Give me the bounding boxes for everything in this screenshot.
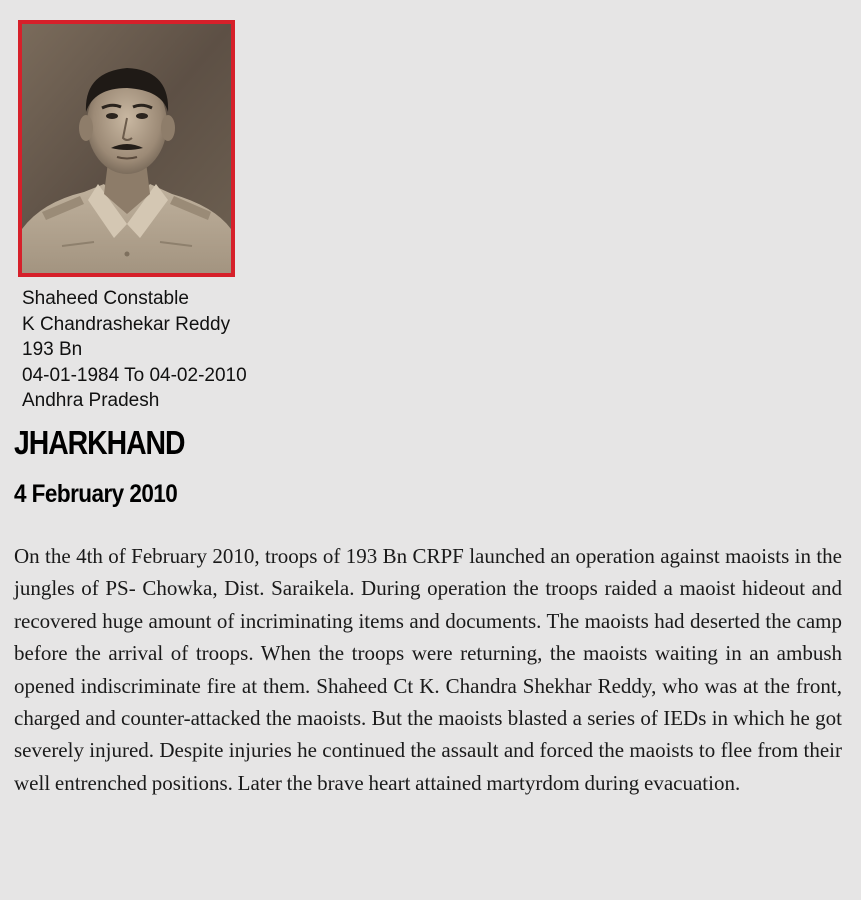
portrait-photo <box>18 20 235 277</box>
caption-dates: 04-01-1984 To 04-02-2010 <box>22 364 247 386</box>
caption-name: K Chandrashekar Reddy <box>22 313 231 335</box>
incident-date: 4 February 2010 <box>14 480 178 508</box>
incident-narrative: On the 4th of February 2010, troops of 193 Bn CRPF launched an operation against maoists in the jungles of PS- Chowka, Dist. Saraikela. During operation the troops raided a maoist hideout and recovered huge amount of incriminating items and documents. The maoists had deserted the camp before the arrival of troops. When the troops were returning, the maoists waiting in an ambush opened indiscriminate fire at them. Shaheed Ct K. Chandra Shekhar Reddy, who was at the front, charged and counter-attacked the maoists. But the maoists blasted a series of IEDs in which he got severely injured. Despite injuries he continued the assault and forced the maoists to flee from their well entrenched positions. Later the brave heart attained martyrdom during evacuation. <box>14 544 842 795</box>
state-heading: JHARKHAND <box>14 424 185 461</box>
caption-battalion: 193 Bn <box>22 339 83 361</box>
caption-home-state: Andhra Pradesh <box>22 390 160 412</box>
portrait-image <box>22 24 231 273</box>
caption-rank: Shaheed Constable <box>22 288 189 309</box>
photo-caption <box>22 286 247 414</box>
